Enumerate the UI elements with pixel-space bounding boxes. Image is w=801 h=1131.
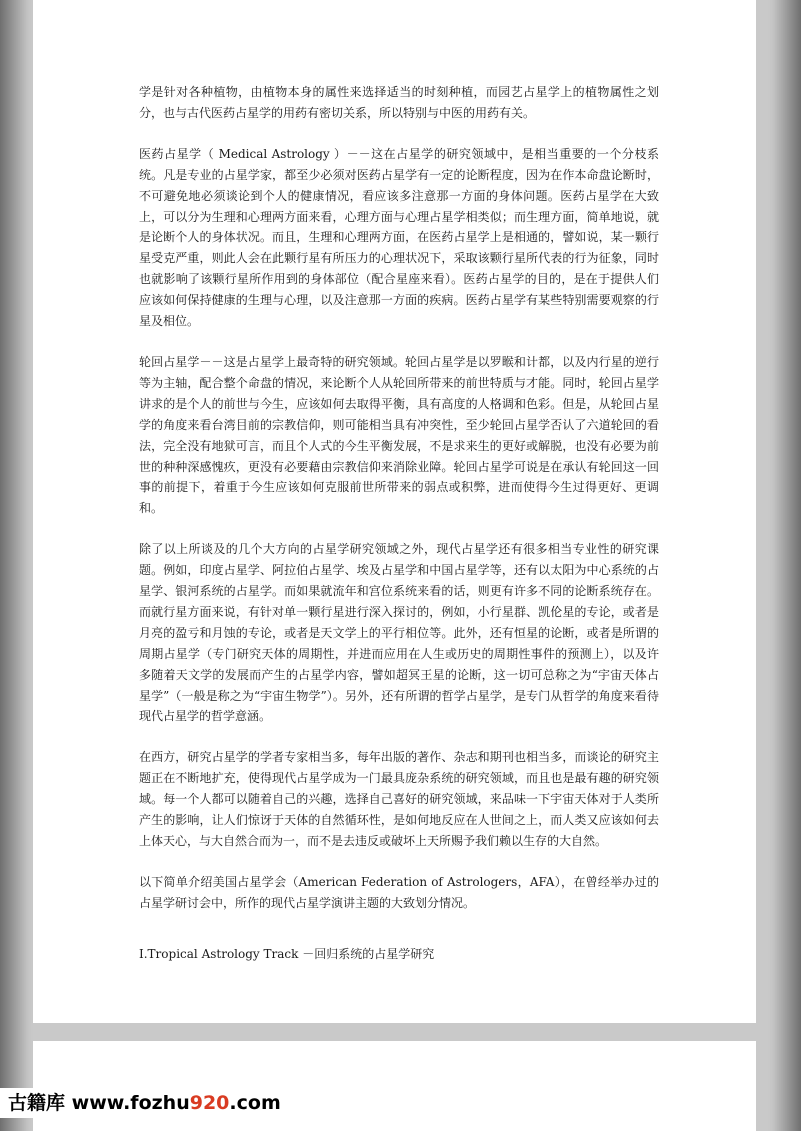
watermark-url-suffix: .com <box>229 1092 281 1114</box>
paragraph-afa-intro: 以下简单介绍美国占星学会（American Federation of Astrologers，AFA），在曾经举办过的占星学研讨会中，所作的现代占星学演讲主题的大致划分情况。 <box>139 874 659 910</box>
paragraph-karmic-astrology: 轮回占星学－－这是占星学上最奇特的研究领域。轮回占星学是以罗睺和计都，以及内行星的逆行等为主轴，配合整个命盘的情况，来论断个人从轮回所带来的前世特质与才能。同时，轮回占星学讲求的是个人的前世与今生，应该如何去取得平衡，具有高度的人格调和色彩。但是，从轮回占星学的角度来看台湾目前的宗教信仰，则可能相当具有冲突性，至少轮回占星学否认了六道轮回的看法，完全没有地狱可言，而且个人式的今生平衡发展，不是求来生的更好或解脱，也没有必要为前世的种种深感愧疚，更没有必要藉由宗教信仰来消除业障。轮回占星学可说是在承认有轮回这一回事的前提下，着重于今生应该如何克服前世所带来的弱点或积弊，进而使得今生过得更好、更调和。 <box>139 354 659 516</box>
track-heading: Ⅰ.Tropical Astrology Track －回归系统的占星学研究 <box>139 946 435 961</box>
paragraph-medical-astrology: 医药占星学（ Medical Astrology ）－－这在占星学的研究领域中，是相当重要的一个分枝系统。凡是专业的占星学家，都至少必须对医药占星学有一定的论断程度，因为在作本命盘论断时，不可避免地必须谈论到个人的健康情况，看应该多注意那一方面的身体问题。医药占星学在大致上，可以分为生理和心理两方面来看，心理方面与心理占星学相类似；而生理方面，简单地说，就是论断个人的身体状况。而且，生理和心理两方面，在医药占星学上是相通的，譬如说，某一颗行星受克严重，则此人会在此颗行星有所压力的心理状况下，采取该颗行星所代表的行为征象，同时也就影响了该颗行星所作用到的身体部位（配合星座来看）。医药占星学的目的，是在于提供人们应该如何保持健康的生理与心理，以及注意那一方面的疾病。医药占星学有某些特别需要观察的行星及相位。 <box>139 146 659 329</box>
site-watermark <box>0 1088 283 1118</box>
watermark-url-number: 920 <box>189 1092 230 1114</box>
watermark-url-prefix: www.fozhu <box>71 1092 190 1114</box>
paragraph-plant-astrology: 学是针对各种植物，由植物本身的属性来选择适当的时刻种植，而园艺占星学上的植物属性之划分，也与古代医药占星学的用药有密切关系，所以特别与中医的用药有关。 <box>139 85 659 120</box>
paragraph-other-fields: 除了以上所谈及的几个大方向的占星学研究领域之外，现代占星学还有很多相当专业性的研究课题。例如，印度占星学、阿拉伯占星学、埃及占星学和中国占星学等，还有以太阳为中心系统的占星学、银河系统的占星学。而如果就流年和宫位系统来看的话，则更有许多不同的论断系统存在。而就行星方面来说，有针对单一颗行星进行深入探讨的，例如，小行星群、凯伦星的专论，或者是月亮的盈亏和月蚀的专论，或者是天文学上的平行相位等。此外，还有恒星的论断，或者是所谓的周期占星学（专门研究天体的周期性，并进而应用在人生或历史的周期性事件的预测上），以及许多随着天文学的发展而产生的占星学内容，譬如超冥王星的论断，这一切可总称之为“宇宙天体占星学”（一般是称之为“宇宙生物学”）。另外，还有所谓的哲学占星学，是专门从哲学的角度来看待现代占星学的哲学意涵。 <box>139 542 659 724</box>
document-page <box>33 0 756 1023</box>
paragraph-western-research: 在西方，研究占星学的学者专家相当多，每年出版的著作、杂志和期刊也相当多，而谈论的研究主题正在不断地扩充，使得现代占星学成为一门最具庞杂系统的研究领域，而且也是最有趣的研究领域。每一个人都可以随着自己的兴趣，选择自己喜好的研究领域，来品味一下宇宙天体对于人类所产生的影响，让人们惊讶于天体的自然循环性，是如何地反应在人世间之上，而人类又应该如何去上体天心，与大自然合而为一，而不是去违反或破坏上天所赐予我们赖以生存的大自然。 <box>139 750 659 848</box>
watermark-site-name: 古籍库 <box>8 1092 66 1114</box>
page-text-body <box>139 82 659 985</box>
